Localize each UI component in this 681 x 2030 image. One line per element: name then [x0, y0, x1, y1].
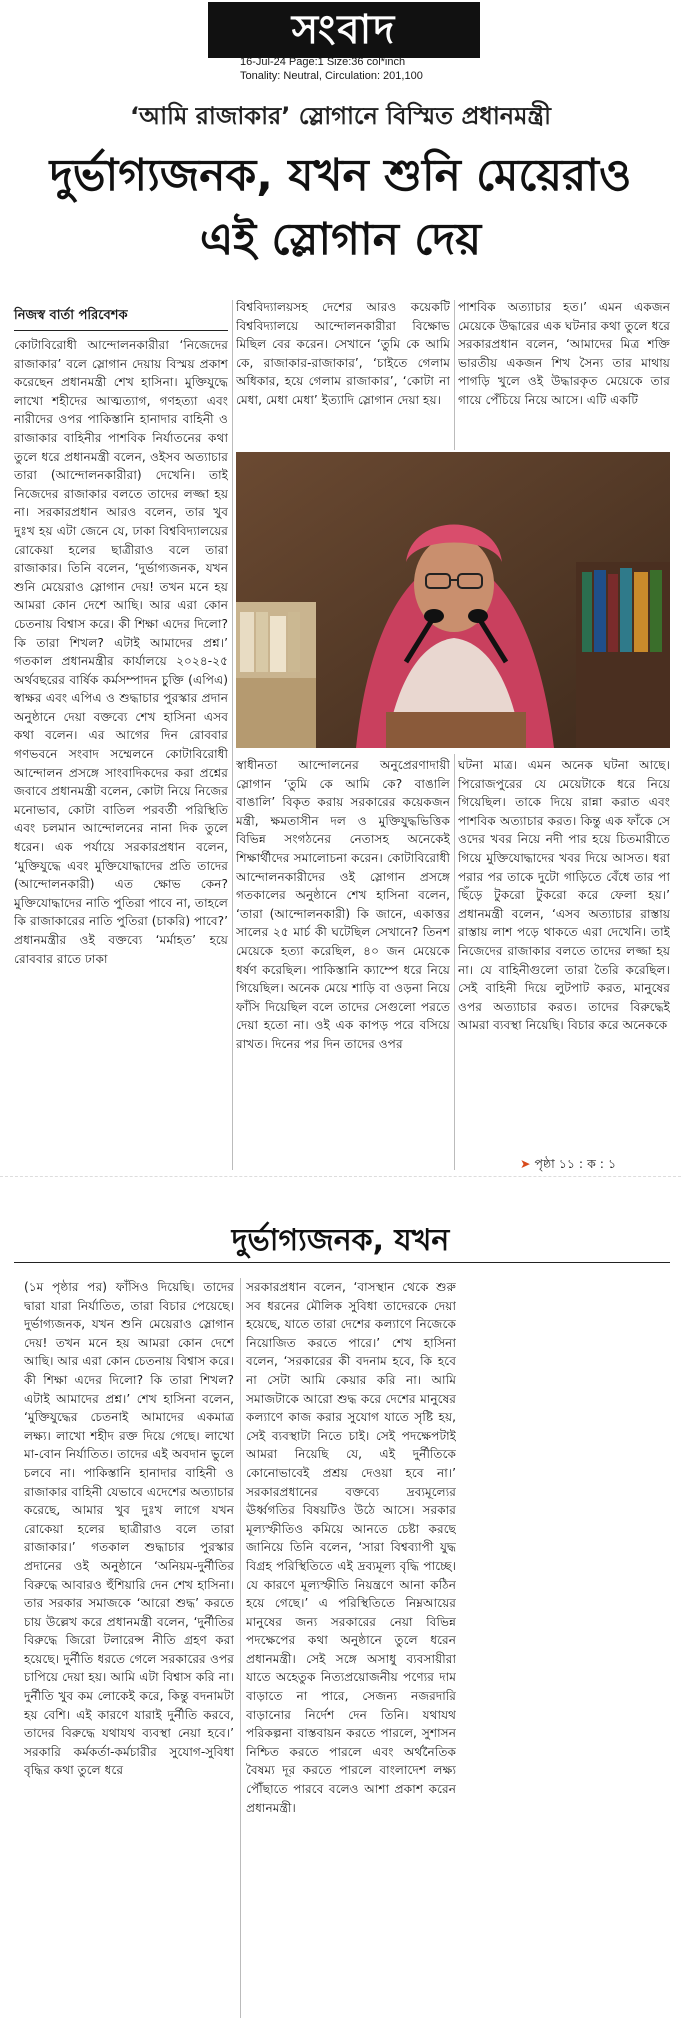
- continuation-column-1-text: (১ম পৃষ্ঠার পর) ফাঁসিও দিয়েছি। তাদের দ্বারা যারা নির্যাতিত, তারা বিচার পেয়েছে। দুর্ভাগ্যজনক, যখন শুনি মেয়েরাও স্লোগান দেয়! তখন মনে হয় আমরা কোন দেশে আছি। আর এরা কোন চেতনায় বিশ্বাস করে। কী শিক্ষা এদের দিলো? কি তারা শিখল? এটাই আমাদের প্রশ্ন।’ শেখ হাসিনা বলেন, ‘মুক্তিযুদ্ধের চেতনাই আমাদের একমাত্র লক্ষ্য। লাখো শহীদ রক্ত দিয়ে গেছে। লাখো মা-বোন নির্যাতিত। তাদের এই অবদান ভুলে চলবে না। পাকিস্তানি হানাদার বাহিনী ও রাজাকার বাহিনী যেভাবে এদেশের অত্যাচার করেছে, আমার খুব দুঃখ লাগে যখন রোকেয়া হলের ছাত্রীরাও বলে তারা রাজাকার।’ গতকাল শুদ্ধাচার পুরস্কার প্রদানের ওই অনুষ্ঠানে ‘অনিয়ম-দুর্নীতির বিরুদ্ধে আবারও হুঁশিয়ারি দেন শেখ হাসিনা। তার সরকার সমাজকে ‘আরো শুদ্ধ’ করতে চায় উল্লেখ করে প্রধানমন্ত্রী বলেন, ‘দুর্নীতির বিরুদ্ধে জিরো টলারেন্স নীতি গ্রহণ করা হয়েছে। দুর্নীতি ধরতে গেলে সরকারের ওপর চাপিয়ে দেয়া হয়। আমি এটা বিশ্বাস করি না। দুর্নীতি খুব কম লোকেই করে, কিন্তু বদনামটা হয় বেশি। এই কারণে যারাই দুর্নীতি করবে, তাদের বিরুদ্ধে যথাযথ ব্যবস্থা নেয়া হবে।’ সরকারি কর্মকর্তা-কর্মচারীর সুযোগ-সুবিধা বৃদ্ধির কথা তুলে ধরে: [24, 1280, 234, 1778]
- article-column-1: [14, 336, 228, 1176]
- page-divider: [0, 1176, 681, 1177]
- article-headline-line2: এই স্লোগান দেয়: [199, 214, 482, 265]
- photo-illustration: [236, 452, 670, 748]
- continuation-column-1: [24, 1278, 234, 2018]
- column-1-text: কোটাবিরোধী আন্দোলনকারীরা ‘নিজেদের রাজাকার’ বলে স্লোগান দেয়ায় বিস্ময় প্রকাশ করেছেন প্রধানমন্ত্রী শেখ হাসিনা। মুক্তিযুদ্ধে লাখো শহীদের আত্মত্যাগ, গণহত্যা এবং নারীদের ওপর পাকিস্তানি হানাদার বাহিনী ও রাজাকার বাহিনীর পাশবিক নির্যাতনের কথা তুলে ধরে প্রধানমন্ত্রী বলেন, ওইসব অত্যাচার তারা (আন্দোলনকারীরা) দেখেনি। তাই নিজেদের রাজাকার বলতে তাদের লজ্জা হয় না। সরকারপ্রধান আরও বলেন, তার খুব দুঃখ হয় এটা জেনে যে, ঢাকা বিশ্ববিদ্যালয়ের রোকেয়া হলের ছাত্রীরাও বলে তারা রাজাকার। তিনি বলেন, ‘দুর্ভাগ্যজনক, যখন শুনি মেয়েরাও স্লোগান দেয়! তখন মনে হয় আমরা কোন দেশে আছি। আর এরা কোন চেতনায় বিশ্বাস করে। কী শিক্ষা এদের দিলো? কি তারা শিখল? এটাই আমাদের প্রশ্ন।’ গতকাল প্রধানমন্ত্রীর কার্যালয়ে ২০২৪-২৫ অর্থবছরের বার্ষিক কর্মসম্পাদন চুক্তি (এপিএ) স্বাক্ষর এবং এপিএ ও শুদ্ধাচার পুরস্কার প্রদান অনুষ্ঠানে দেয়া বক্তব্যে শেখ হাসিনা এসব কথা বলেন। এর আগের দিন রোববার গণভবনে সংবাদ সম্মেলনে কোটাবিরোধী আন্দোলন প্রসঙ্গে সাংবাদিকদের করা প্রশ্নের জবাবে প্রধানমন্ত্রী বলেন, কোটা নিয়ে নিজের মনোভাব, কোটা বাতিল পরবর্তী পরিস্থিতি এবং চলমান আন্দোলনের নানা দিক তুলে ধরেন। এক পর্যায়ে সরকারপ্রধান বলেন, ‘মুক্তিযুদ্ধে এবং মুক্তিযোদ্ধাদের প্রতি তাদের (আন্দোলনকারী) এত ক্ষোভ কেন? মুক্তিযোদ্ধাদের নাতি পুতিরা পাবে না, তাহলে কি রাজাকারের নাতি পুতিরা (চাকরি) পাবে?’ প্রধানমন্ত্রীর ওই বক্তব্যে ‘মর্মাহত’ হয়ে রোববার রাতে ঢাকা: [14, 338, 228, 966]
- article-column-3-top: [458, 298, 670, 448]
- arrow-right-icon: ➤: [520, 1156, 531, 1171]
- continued-on-jump[interactable]: [520, 1156, 616, 1176]
- column-divider: [232, 300, 233, 1170]
- clipping-meta-tonality: Tonality: Neutral, Circulation: 201,100: [240, 70, 423, 82]
- continuation-headline: দুর্ভাগ্যজনক, যখন: [231, 1223, 450, 1258]
- article-column-3-bottom: [458, 756, 670, 1152]
- column-2-bottom-text: স্বাধীনতা আন্দোলনের অনুপ্রেরণাদায়ী স্লোগান ‘তুমি কে আমি কে? বাঙালি বাঙালি’ বিকৃত করায় সরকারের কয়েকজন মন্ত্রী, ক্ষমতাসীন দল ও মুক্তিযুদ্ধভিত্তিক বিভিন্ন সংগঠনের নেতাসহ অনেকেই শিক্ষার্থীদের সমালোচনা করেন। কোটাবিরোধী আন্দোলনকারীদের ওই স্লোগান প্রসঙ্গে গতকালের অনুষ্ঠানে শেখ হাসিনা বলেন, ‘তারা (আন্দোলনকারী) কি জানে, একাত্তর সালের ২৫ মার্চ কী ঘটেছিল সেখানে? তিনশ মেয়েকে হত্যা করেছিল, ৪০ জন মেয়েকে ধর্ষণ করেছিল। পাকিস্তানি ক্যাম্পে ধরে নিয়ে গিয়েছিল। অনেক মেয়ে শাড়ি বা ওড়না নিয়ে ফাঁসি দিয়েছিল বলে তাদের সেগুলো পরতে দেয়া হতো না। ওই এক কাপড় পরে বসিয়ে রাখত। দিনের পর দিন তাদের ওপর: [236, 758, 450, 1051]
- jump-label: পৃষ্ঠা ১১ : ক : ১: [534, 1156, 617, 1171]
- column-3-top-text: পাশবিক অত্যাচার হত।’ এমন একজন মেয়েকে উদ্ধারের এক ঘটনার কথা তুলে ধরে সরকারপ্রধান বলেন, ‘আমাদের মিত্র শক্তি ভারতীয় একজন শিখ সৈন্য তার মাথায় পাগড়ি খুলে ওই উদ্ধারকৃত মেয়েকে তার গায়ে পেঁচিয়ে নিয়ে আসে। এটি একটি: [458, 300, 670, 407]
- newspaper-logo: সংবাদ: [208, 2, 480, 58]
- article-column-2-top: [236, 298, 450, 448]
- column-divider: [454, 754, 455, 1170]
- article-column-2-bottom: [236, 756, 450, 1176]
- continuation-column-2: [246, 1278, 456, 2018]
- article-headline-line1: দুর্ভাগ্যজনক, যখন শুনি মেয়েরাও: [49, 150, 632, 201]
- continuation-divider: [14, 1262, 670, 1263]
- column-2-top-text: বিশ্ববিদ্যালয়সহ দেশের আরও কয়েকটি বিশ্ববিদ্যালয়ে আন্দোলনকারীরা বিক্ষোভ মিছিল বের করেন। সেখানে ‘তুমি কে আমি কে, রাজাকার-রাজাকার’, ‘চাইতে গেলাম অধিকার, হয়ে গেলাম রাজাকার’, ‘কোটা না মেধা, মেধা মেধা’ ইত্যাদি স্লোগান দেয়া হয়।: [236, 300, 450, 407]
- article-kicker: ‘আমি রাজাকার’ স্লোগানে বিস্মিত প্রধানমন্ত্রী: [130, 102, 551, 130]
- clipping-meta-date: 16-Jul-24 Page:1 Size:36 col*inch: [240, 56, 406, 68]
- prime-minister-photo: [236, 452, 670, 748]
- masthead: [0, 0, 681, 86]
- column-divider: [240, 1278, 241, 2018]
- column-3-bottom-text: ঘটনা মাত্র। এমন অনেক ঘটনা আছে। পিরোজপুরের যে মেয়েটাকে ধরে নিয়ে গিয়েছিল। তাকে দিয়ে রান্না করাত এবং পাশবিক অত্যাচার করত। কিন্তু এক ফাঁকে সে ওদের খবর নিয়ে নদী পার হয়ে চিতমারীতে গিয়ে মুক্তিযোদ্ধাদের খবর দিয়ে আসত। ধরা পরার পর তাকে দুটো গাড়িতে বেঁধে তার পা ছিঁড়ে টুকরো টুকরো করে ফেলা হয়।’ প্রধানমন্ত্রী বলেন, ‘এসব অত্যাচার রাস্তায় রাস্তায় লাশ পড়ে থাকতে এরা দেখেনি। তাই নিজেদের রাজাকার বলতে তাদের লজ্জা হয় না। যে বাহিনীগুলো তারা তৈরি করেছিল। সেই বাহিনী দিয়ে লুটপাট করত, মানুষের ওপর অত্যাচার করত। তাদের বিরুদ্ধেই আমরা ব্যবস্থা নিয়েছি। বিচার করে অনেককে: [458, 758, 670, 1033]
- column-divider: [454, 300, 455, 450]
- continuation-column-2-text: সরকারপ্রধান বলেন, ‘বাসস্থান থেকে শুরু সব ধরনের মৌলিক সুবিধা তাদেরকে দেয়া হয়েছে, যাতে তারা দেশের কল্যাণে নিজেকে নিয়োজিত করতে পারে।’ শেখ হাসিনা বলেন, ‘সরকারের কী বদনাম হবে, কি হবে না সেটা আমি কেয়ার করি না। আমি সমাজটাকে আরো শুদ্ধ করে দেশের মানুষের কল্যাণে কাজ করার সুযোগ যাতে সৃষ্টি হয়, সেই ব্যবস্থাটা নিতে চাই। সেই পদক্ষেপটাই আমরা নিয়েছি যে, এই দুর্নীতিকে কোনোভাবেই প্রশ্রয় দেওয়া হবে না।’ সরকারপ্রধানের বক্তব্যে দ্রব্যমূল্যের ঊর্ধ্বগতির বিষয়টিও উঠে আসে। সরকার মূল্যস্ফীতিও কমিয়ে আনতে চেষ্টা করছে জানিয়ে তিনি বলেন, ‘সারা বিশ্বব্যাপী যুদ্ধ বিগ্রহ পরিস্থিতিতে এই দ্রব্যমূল্য বৃদ্ধি পাচ্ছে। যে কারণে মূল্যস্ফীতি নিয়ন্ত্রণে আনা কঠিন হয়ে গেছে।’ এ পরিস্থিতিতে নিম্নআয়ের মানুষের জন্য সরকারের নেয়া বিভিন্ন পদক্ষেপের কথা অনুষ্ঠানে তুলে ধরেন প্রধানমন্ত্রী। সেই সঙ্গে অসাধু ব্যবসায়ীরা যাতে অহেতুক নিত্যপ্রয়োজনীয় পণ্যের দাম বাড়াতে না পারে, সেজন্য নজরদারি বাড়ানোর নির্দেশ দেন তিনি। যথাযথ পরিকল্পনা বাস্তবায়ন করতে পারলে, সুশাসন নিশ্চিত করতে পারলে এবং অর্থনৈতিক বৈষম্য দূর করতে পারলে বাংলাদেশ লক্ষ্য পৌঁছাতে পারবে বলেও আশা প্রকাশ করেন প্রধানমন্ত্রী।: [246, 1280, 456, 1815]
- article-byline: নিজস্ব বার্তা পরিবেশক: [14, 306, 228, 331]
